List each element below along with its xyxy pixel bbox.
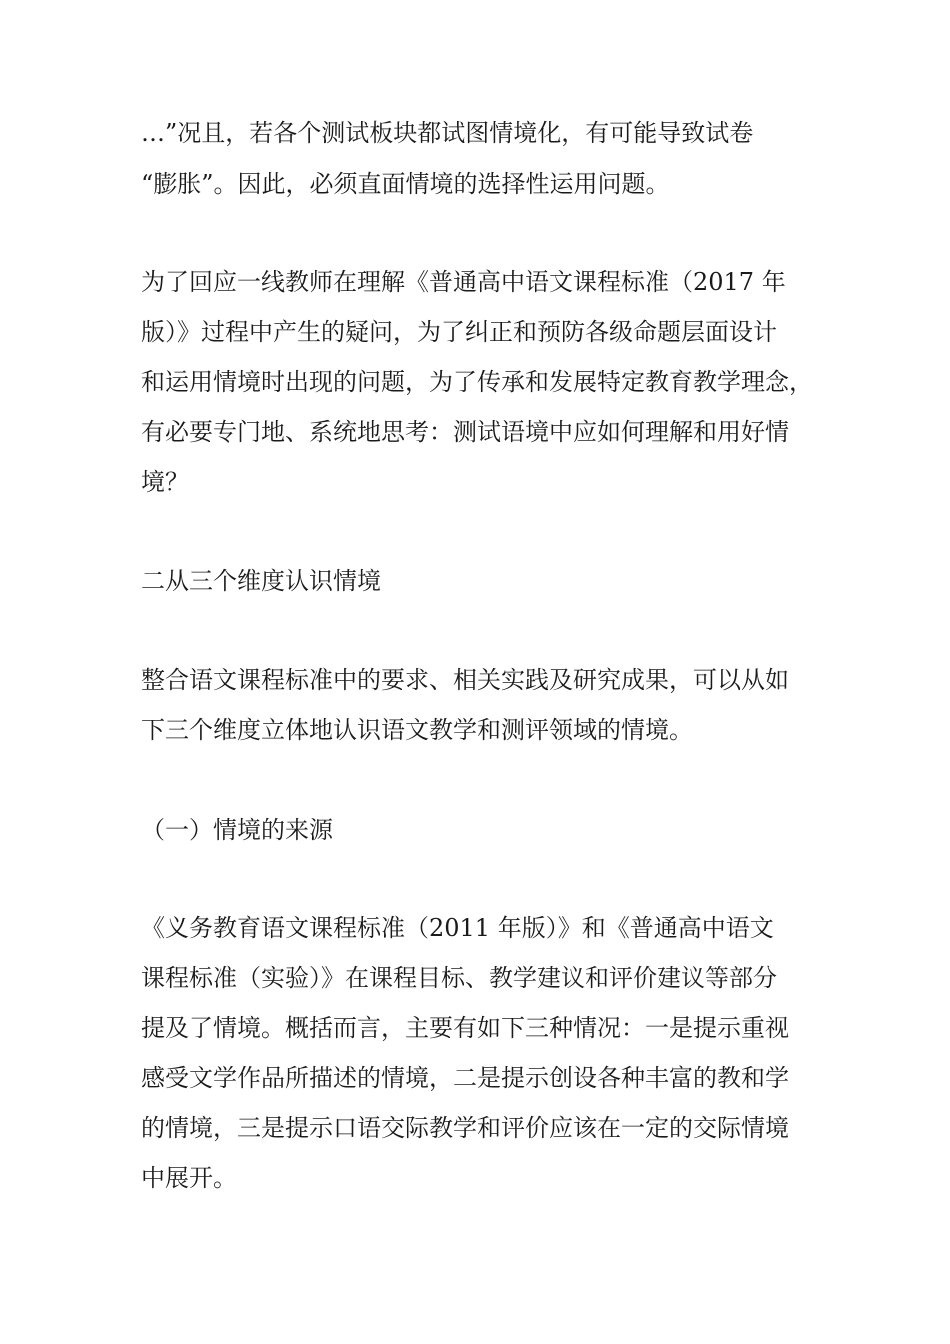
- paragraph-1-line-1: …”况且，若各个测试板块都试图情境化，有可能导致试卷: [141, 119, 754, 147]
- paragraph-2-line-2: 版）》过程中产生的疑问，为了纠正和预防各级命题层面设计: [141, 318, 777, 346]
- subsection-heading: （一）情境的来源: [141, 816, 333, 844]
- paragraph-4-line-3: 提及了情境。概括而言，主要有如下三种情况：一是提示重视: [141, 1014, 789, 1042]
- paragraph-4-line-4: 感受文学作品所描述的情境，二是提示创设各种丰富的教和学: [141, 1064, 789, 1092]
- paragraph-2-line-4: 有必要专门地、系统地思考：测试语境中应如何理解和用好情: [141, 418, 789, 446]
- paragraph-2-line-3: 和运用情境时出现的问题，为了传承和发展特定教育教学理念，: [141, 368, 813, 396]
- paragraph-3-line-1: 整合语文课程标准中的要求、相关实践及研究成果，可以从如: [141, 666, 789, 694]
- paragraph-2-line-1: 为了回应一线教师在理解《普通高中语文课程标准（2017 年: [141, 268, 786, 296]
- paragraph-4-line-6: 中展开。: [141, 1164, 237, 1192]
- paragraph-4-line-1: 《义务教育语文课程标准（2011 年版）》和《普通高中语文: [141, 914, 774, 942]
- paragraph-3-line-2: 下三个维度立体地认识语文教学和测评领域的情境。: [141, 716, 693, 744]
- paragraph-1-line-2: “膨胀”。因此，必须直面情境的选择性运用问题。: [141, 170, 670, 198]
- paragraph-4-line-5: 的情境，三是提示口语交际教学和评价应该在一定的交际情境: [141, 1114, 789, 1142]
- paragraph-4-line-2: 课程标准（实验）》在课程目标、教学建议和评价建议等部分: [141, 964, 777, 992]
- paragraph-2-line-5: 境？: [141, 468, 189, 496]
- section-heading: 二从三个维度认识情境: [141, 567, 381, 595]
